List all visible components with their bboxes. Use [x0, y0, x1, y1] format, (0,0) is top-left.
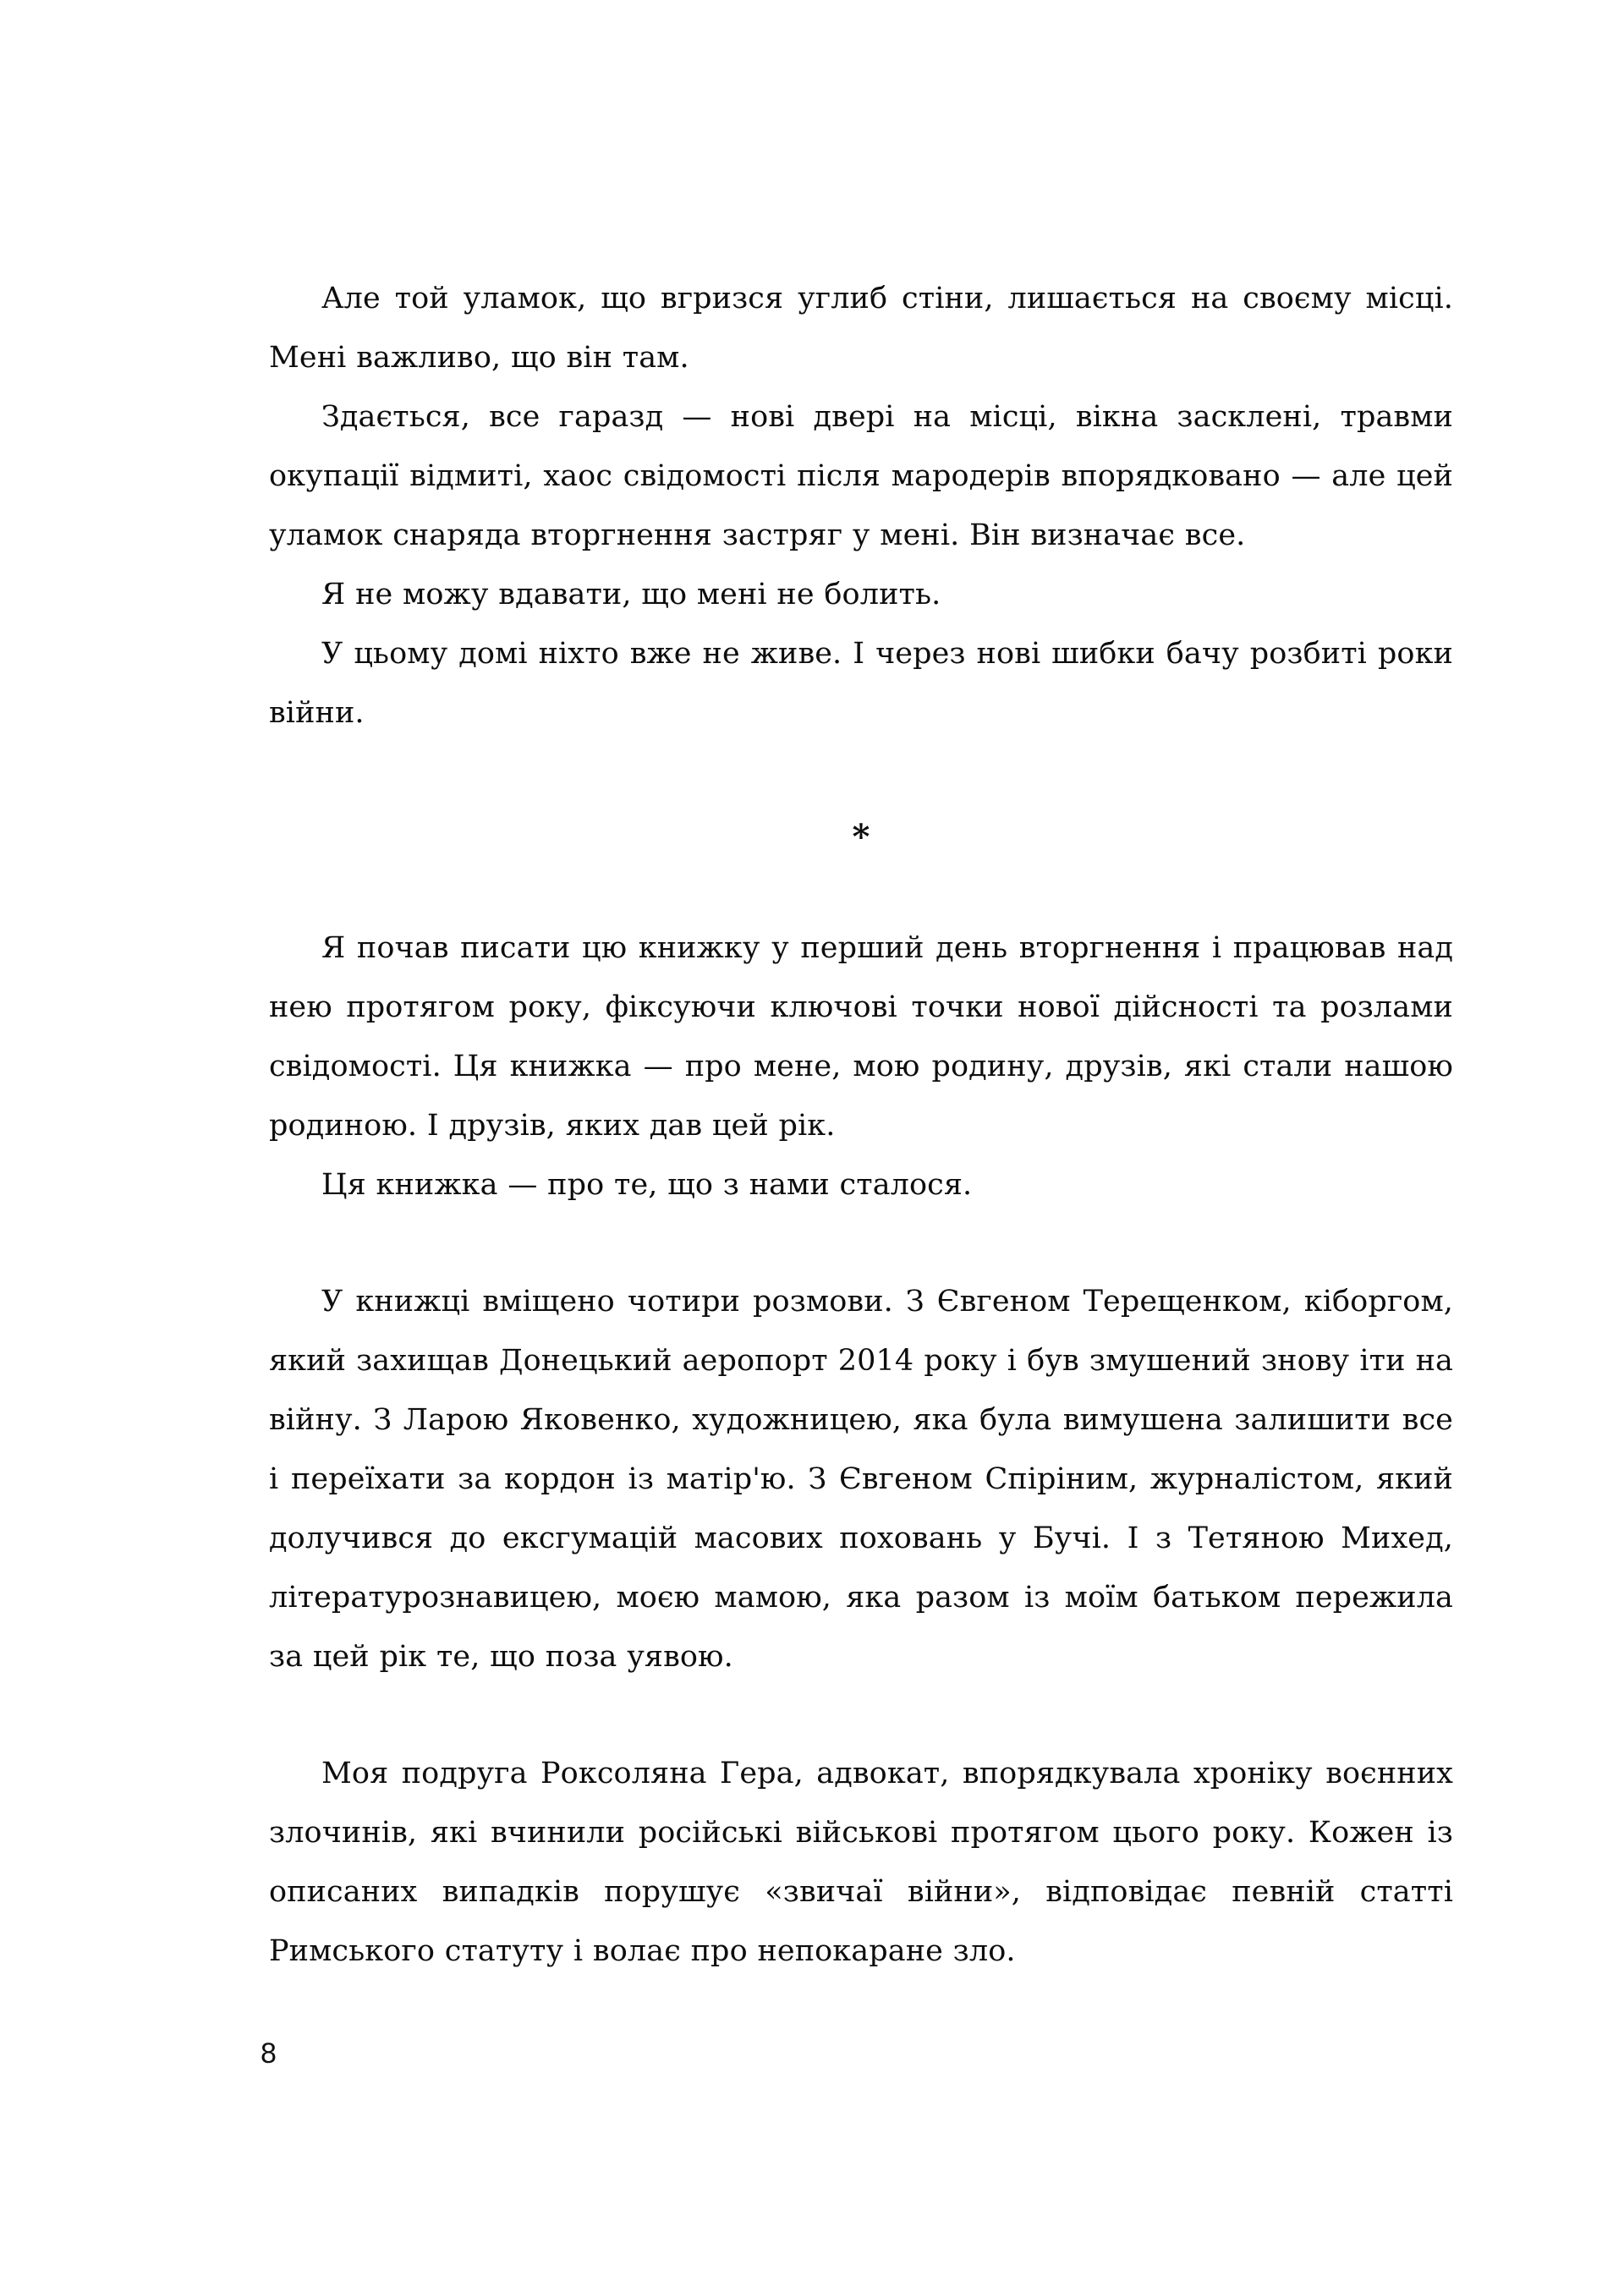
body-paragraph: Але той уламок, що вгризся углиб стіни, лишається на своєму місці. Мені важливо, що він там. — [269, 282, 1453, 375]
body-paragraph: Ця книжка — про те, що з нами сталося. — [321, 1168, 973, 1202]
body-paragraph: У цьому домі ніхто вже не живе. І через нові шибки бачу розбиті роки війни. — [269, 637, 1453, 730]
separator-spacer-above — [269, 743, 1453, 778]
body-paragraph: Я почав писати цю книжку у перший день вторгнення і працював над нею протягом року, фіксуючи ключові точки нової дійсності та розлами свідомості. Ця книжка — про мене, мою родину, друзів, які стали нашою родиною. І друзів, яких дав цей рік. — [269, 931, 1453, 1143]
asterisk-separator: * — [852, 817, 870, 857]
body-paragraph: Я не можу вдавати, що мені не болить. — [321, 578, 941, 611]
body-text-column — [269, 269, 1453, 1981]
paragraph-group-gap — [269, 1686, 1453, 1744]
body-paragraph: У книжці вміщено чотири розмови. З Євгеном Терещенком, кіборгом, який захищав Донецький аеропорт 2014 року і був змушений знову іти на війну. З Ларою Яковенко, художницею, яка була вимушена залишити все і переїхати за кордон із матір'ю. З Євгеном Спіріним, журналістом, який долучився до ексгумацій масових поховань у Бучі. І з Тетяною Михед, літературознавицею, моєю мамою, яка разом із моїм батьком пережила за цей рік те, що поза уявою. — [269, 1285, 1453, 1674]
separator-spacer-below — [269, 896, 1453, 918]
body-paragraph: Моя подруга Роксоляна Гера, адвокат, впорядкувала хроніку воєнних злочинів, які вчинили російські військові протягом цього року. Кожен із описаних випадків порушує «звичаї війни», відповідає певній статті Римського статуту і волає про непокаране зло. — [269, 1757, 1453, 1968]
paragraph-group-gap — [269, 1215, 1453, 1272]
page-number: 8 — [261, 2037, 277, 2070]
body-paragraph: Здається, все гаразд — нові двері на місці, вікна засклені, травми окупації відмиті, хаос свідомості після мародерів впорядковано — але цей уламок снаряда вторгнення застряг у мені. Він визначає все. — [269, 400, 1453, 552]
